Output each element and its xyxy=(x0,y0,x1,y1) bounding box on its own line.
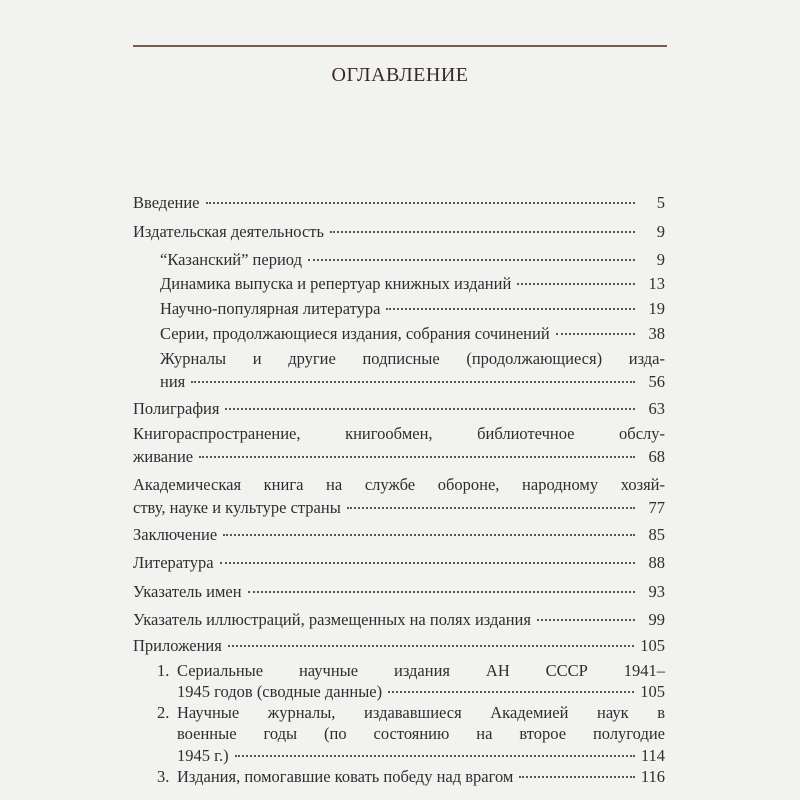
toc-entry-title: Полиграфия xyxy=(133,399,220,418)
toc-entry[interactable] xyxy=(160,349,665,369)
page-number: 105 xyxy=(640,636,665,655)
toc-entry[interactable] xyxy=(160,324,665,344)
toc-entry[interactable] xyxy=(133,610,665,630)
toc-entry-title: Научно-популярная литература xyxy=(160,299,381,318)
dot-leader xyxy=(388,691,634,693)
page-number: 68 xyxy=(648,447,665,466)
top-rule xyxy=(133,45,667,47)
toc-entry-title: Издания, помогавшие ковать победу над врагом xyxy=(177,767,514,786)
page-number: 77 xyxy=(648,498,665,517)
toc-entry[interactable] xyxy=(160,372,665,392)
toc-entry-title: Заключение xyxy=(133,525,218,544)
toc-entry[interactable] xyxy=(133,498,665,518)
page-number: 9 xyxy=(656,250,665,269)
toc-entry[interactable] xyxy=(160,299,665,319)
page-number: 105 xyxy=(640,682,665,701)
toc-entry[interactable] xyxy=(133,193,665,213)
page-number: 56 xyxy=(648,372,665,391)
toc-entry-title: Указатель имен xyxy=(133,582,242,601)
dot-leader xyxy=(556,333,635,335)
toc-entry-title: Приложения xyxy=(133,636,222,655)
toc-entry[interactable] xyxy=(133,222,665,242)
toc-entry-title: Указатель иллюстраций, размещенных на полях издания xyxy=(133,610,531,629)
page-number: 93 xyxy=(648,582,665,601)
page-number: 114 xyxy=(640,746,665,765)
dot-leader xyxy=(517,283,635,285)
dot-leader xyxy=(223,534,635,536)
appendix-number: 1. xyxy=(157,661,170,680)
toc-entry[interactable] xyxy=(133,399,665,419)
toc-entry-title: Динамика выпуска и репертуар книжных изданий xyxy=(160,274,512,293)
toc-entry-title: ния xyxy=(160,372,186,391)
page-number: 19 xyxy=(648,299,665,318)
toc-entry-title: “Казанский” период xyxy=(160,250,302,269)
page-number: 88 xyxy=(648,553,665,572)
dot-leader xyxy=(228,645,634,647)
toc-entry-title: Сериальные научные издания АН СССР 1941– xyxy=(177,661,665,680)
toc-entry[interactable] xyxy=(160,250,665,270)
dot-leader xyxy=(235,755,635,757)
dot-leader xyxy=(248,591,635,593)
toc-entry[interactable] xyxy=(177,746,665,766)
toc-entry-title: Серии, продолжающиеся издания, собрания сочинений xyxy=(160,324,550,343)
toc-entry[interactable] xyxy=(177,767,665,787)
toc-entry[interactable] xyxy=(133,424,665,444)
dot-leader xyxy=(386,308,635,310)
toc-entry-title: Литература xyxy=(133,553,214,572)
toc-entry[interactable] xyxy=(133,582,665,602)
toc-entry[interactable] xyxy=(160,274,665,294)
page-number: 13 xyxy=(648,274,665,293)
page-number: 38 xyxy=(648,324,665,343)
toc-entry[interactable] xyxy=(133,525,665,545)
appendix-number: 3. xyxy=(157,767,170,786)
toc-entry-title: 1945 годов (сводные данные) xyxy=(177,682,383,701)
toc-entry[interactable] xyxy=(133,553,665,573)
dot-leader xyxy=(347,507,635,509)
page-number: 63 xyxy=(648,399,665,418)
toc-entry-title: живание xyxy=(133,447,194,466)
toc-entry-title: Журналы и другие подписные (продолжающиеся) изда- xyxy=(160,349,665,368)
dot-leader xyxy=(206,202,635,204)
appendix-number: 2. xyxy=(157,703,170,722)
dot-leader xyxy=(191,381,635,383)
toc-entry[interactable] xyxy=(133,447,665,467)
toc-entry-title: военные годы (по состоянию на второе полугодие xyxy=(177,724,665,743)
page-number: 99 xyxy=(648,610,665,629)
toc-entry[interactable] xyxy=(177,703,665,723)
dot-leader xyxy=(225,408,635,410)
toc-entry[interactable] xyxy=(177,682,665,702)
toc-entry[interactable] xyxy=(133,636,665,656)
page-title: ОГЛАВЛЕНИЕ xyxy=(331,64,469,86)
toc-entry-title: Книгораспространение, книгообмен, библиотечное обслу- xyxy=(133,424,665,443)
toc-entry-title: Введение xyxy=(133,193,200,212)
toc-entry-title: ству, науке и культуре страны xyxy=(133,498,341,517)
dot-leader xyxy=(308,259,635,261)
toc-entry-title: 1945 г.) xyxy=(177,746,229,765)
page-number: 5 xyxy=(656,193,665,212)
toc-entry[interactable] xyxy=(133,475,665,495)
toc-entry[interactable] xyxy=(177,724,665,744)
page-number: 9 xyxy=(656,222,665,241)
dot-leader xyxy=(537,619,635,621)
page-number: 116 xyxy=(640,767,665,786)
dot-leader xyxy=(330,231,635,233)
dot-leader xyxy=(199,456,635,458)
toc-entry-title: Академическая книга на службе обороне, народному хозяй- xyxy=(133,475,665,494)
page-number: 85 xyxy=(648,525,665,544)
dot-leader xyxy=(519,776,635,778)
toc-entry-title: Научные журналы, издававшиеся Академией наук в xyxy=(177,703,665,722)
toc-entry[interactable] xyxy=(177,661,665,681)
dot-leader xyxy=(220,562,635,564)
toc-entry-title: Издательская деятельность xyxy=(133,222,324,241)
